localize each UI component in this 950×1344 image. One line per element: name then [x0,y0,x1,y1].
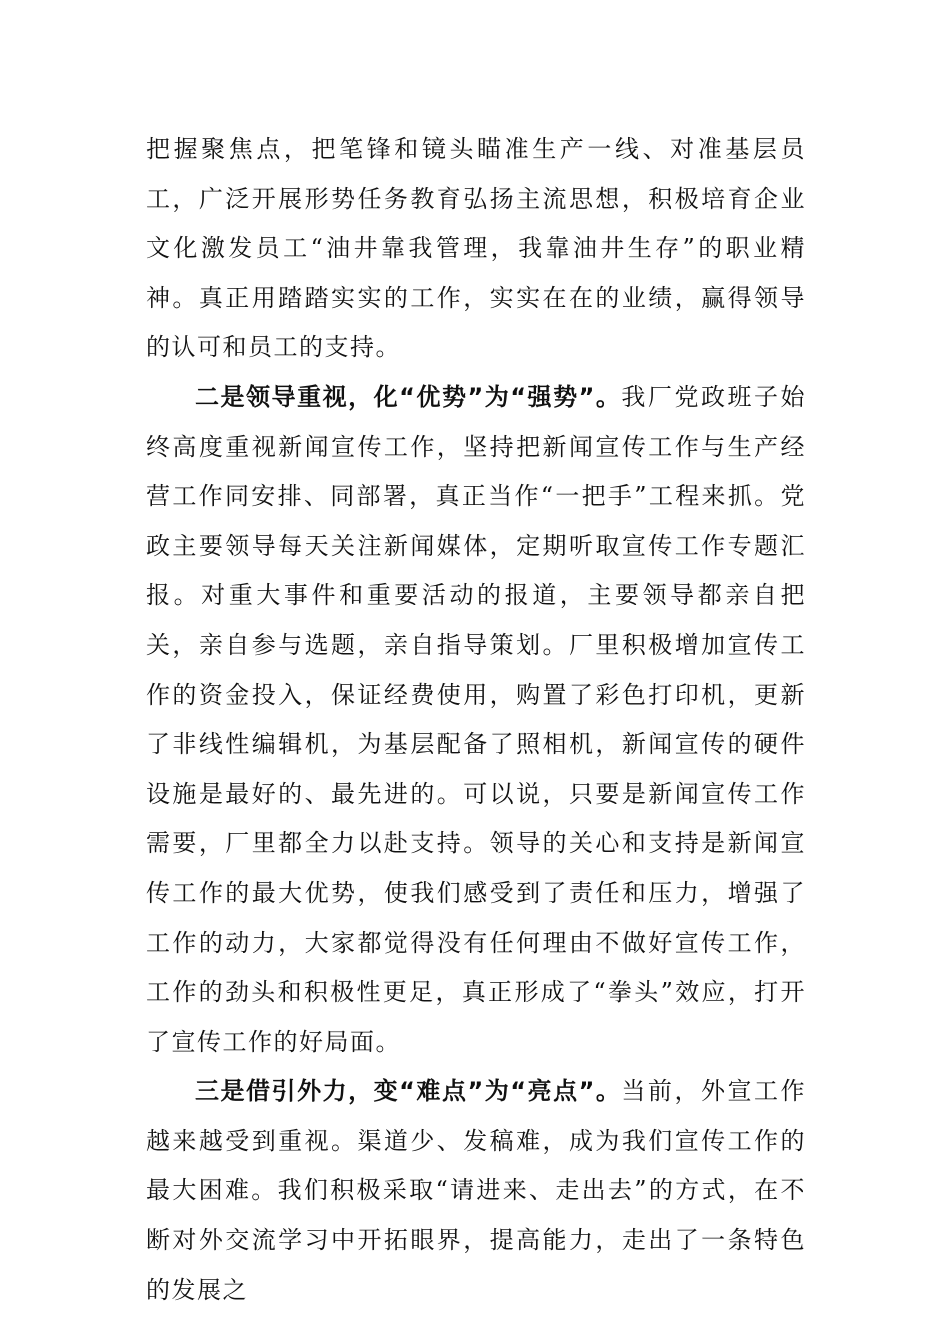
paragraph-leadership [146,373,806,1067]
paragraph-body: 我厂党政班子始终高度重视新闻宣传工作，坚持把新闻宣传工作与生产经营工作同安排、同部署，真正当作“一把手”工程来抓。党政主要领导每天关注新闻媒体，定期听取宣传工作专题汇报。对重大事件和重要活动的报道，主要领导都亲自把关，亲自参与选题，亲自指导策划。厂里积极增加宣传工作的资金投入，保证经费使用，购置了彩色打印机，更新了非线性编辑机，为基层配备了照相机，新闻宣传的硬件设施是最好的、最先进的。可以说，只要是新闻宣传工作需要，厂里都全力以赴支持。领导的关心和支持是新闻宣传工作的最大优势，使我们感受到了责任和压力，增强了工作的动力，大家都觉得没有任何理由不做好宣传工作，工作的劲头和积极性更足，真正形成了“拳头”效应，打开了宣传工作的好局面。 [146,382,807,1056]
paragraph-heading: 三是借引外力，变“难点”为“亮点”。 [195,1077,622,1106]
paragraph-heading: 二是领导重视，化“优势”为“强势”。 [195,382,622,411]
paragraph-body: 当前，外宣工作越来越受到重视。渠道少、发稿难，成为我们宣传工作的最大困难。我们积极采取“请进来、走出去”的方式，在不断对外交流学习中开拓眼界，提高能力，走出了一条特色的发展之 [146,1077,807,1304]
document-page [146,125,806,1315]
paragraph-body: 把握聚焦点，把笔锋和镜头瞄准生产一线、对准基层员工，广泛开展形势任务教育弘扬主流思想，积极培育企业文化激发员工“油井靠我管理，我靠油井生存”的职业精神。真正用踏踏实实的工作，实实在在的业绩，赢得领导的认可和员工的支持。 [146,135,806,362]
paragraph-continuation [146,125,806,373]
paragraph-external [146,1067,806,1315]
